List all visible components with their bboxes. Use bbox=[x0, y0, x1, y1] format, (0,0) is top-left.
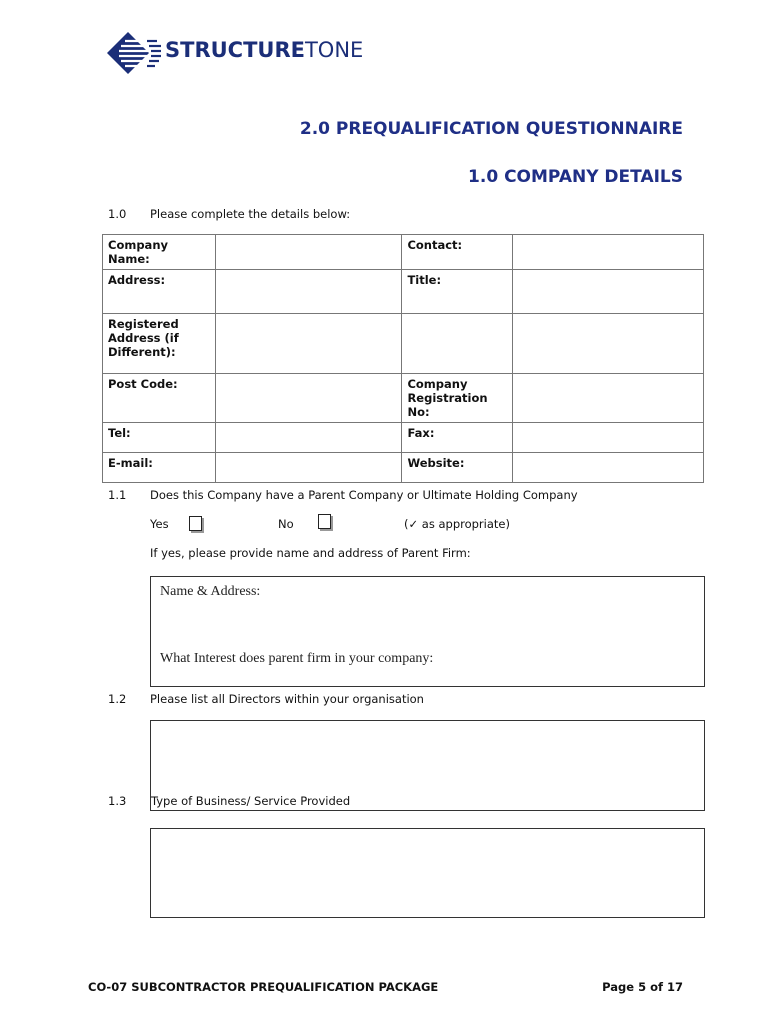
label-email: E-mail: bbox=[103, 453, 216, 483]
label-company-name: Company Name: bbox=[103, 235, 216, 270]
empty-cell bbox=[402, 314, 513, 374]
question-text: Type of Business/ Service Provided bbox=[151, 794, 351, 808]
label-website: Website: bbox=[402, 453, 513, 483]
registered-address-field[interactable] bbox=[215, 314, 402, 374]
parent-interest-label: What Interest does parent firm in your company: bbox=[160, 651, 434, 666]
address-field[interactable] bbox=[215, 270, 402, 314]
logo-emblem-icon bbox=[107, 32, 163, 74]
table-row bbox=[103, 423, 704, 453]
label-company-registration: Company Registration No: bbox=[402, 374, 513, 423]
as-appropriate-note: (✓ as appropriate) bbox=[404, 517, 510, 531]
question-text: Does this Company have a Parent Company or Ultimate Holding Company bbox=[150, 488, 578, 502]
name-address-label: Name & Address: bbox=[160, 584, 261, 599]
contact-field[interactable] bbox=[513, 235, 704, 270]
logo-word-bold: STRUCTURE bbox=[165, 38, 305, 62]
label-tel: Tel: bbox=[103, 423, 216, 453]
label-fax: Fax: bbox=[402, 423, 513, 453]
label-registered-address: Registered Address (if Different): bbox=[103, 314, 216, 374]
label-post-code: Post Code: bbox=[103, 374, 216, 423]
logo-word-light: TONE bbox=[304, 38, 364, 62]
label-address: Address: bbox=[103, 270, 216, 314]
no-checkbox[interactable] bbox=[318, 514, 331, 529]
company-details-table bbox=[102, 234, 704, 483]
yes-checkbox[interactable] bbox=[189, 516, 202, 531]
website-field[interactable] bbox=[513, 453, 704, 483]
footer-document-title: CO-07 SUBCONTRACTOR PREQUALIFICATION PACKAGE bbox=[88, 980, 439, 994]
question-number: 1.2 bbox=[108, 692, 127, 706]
table-row bbox=[103, 235, 704, 270]
parent-firm-instruction: If yes, please provide name and address of Parent Firm: bbox=[150, 546, 471, 560]
question-text: Please complete the details below: bbox=[150, 207, 351, 221]
table-row bbox=[103, 374, 704, 423]
no-label: No bbox=[278, 517, 294, 531]
table-row bbox=[103, 314, 704, 374]
parent-firm-box[interactable] bbox=[150, 576, 705, 687]
structuretone-logo bbox=[107, 32, 364, 72]
label-contact: Contact: bbox=[402, 235, 513, 270]
question-number: 1.0 bbox=[108, 207, 127, 221]
yes-label: Yes bbox=[150, 517, 169, 531]
tel-field[interactable] bbox=[215, 423, 402, 453]
email-field[interactable] bbox=[215, 453, 402, 483]
post-code-field[interactable] bbox=[215, 374, 402, 423]
title-field[interactable] bbox=[513, 270, 704, 314]
question-number: 1.3 bbox=[108, 794, 127, 808]
fax-field[interactable] bbox=[513, 423, 704, 453]
label-title: Title: bbox=[402, 270, 513, 314]
section-heading: 1.0 COMPANY DETAILS bbox=[468, 167, 683, 187]
empty-cell bbox=[513, 314, 704, 374]
footer-page-number: Page 5 of 17 bbox=[602, 980, 683, 994]
company-registration-field[interactable] bbox=[513, 374, 704, 423]
main-heading: 2.0 PREQUALIFICATION QUESTIONNAIRE bbox=[299, 119, 683, 139]
table-row bbox=[103, 453, 704, 483]
company-name-field[interactable] bbox=[215, 235, 402, 270]
question-text: Please list all Directors within your organisation bbox=[150, 692, 424, 706]
question-number: 1.1 bbox=[108, 488, 127, 502]
logo-wordmark bbox=[165, 38, 363, 62]
business-type-box[interactable] bbox=[150, 828, 705, 918]
table-row bbox=[103, 270, 704, 314]
